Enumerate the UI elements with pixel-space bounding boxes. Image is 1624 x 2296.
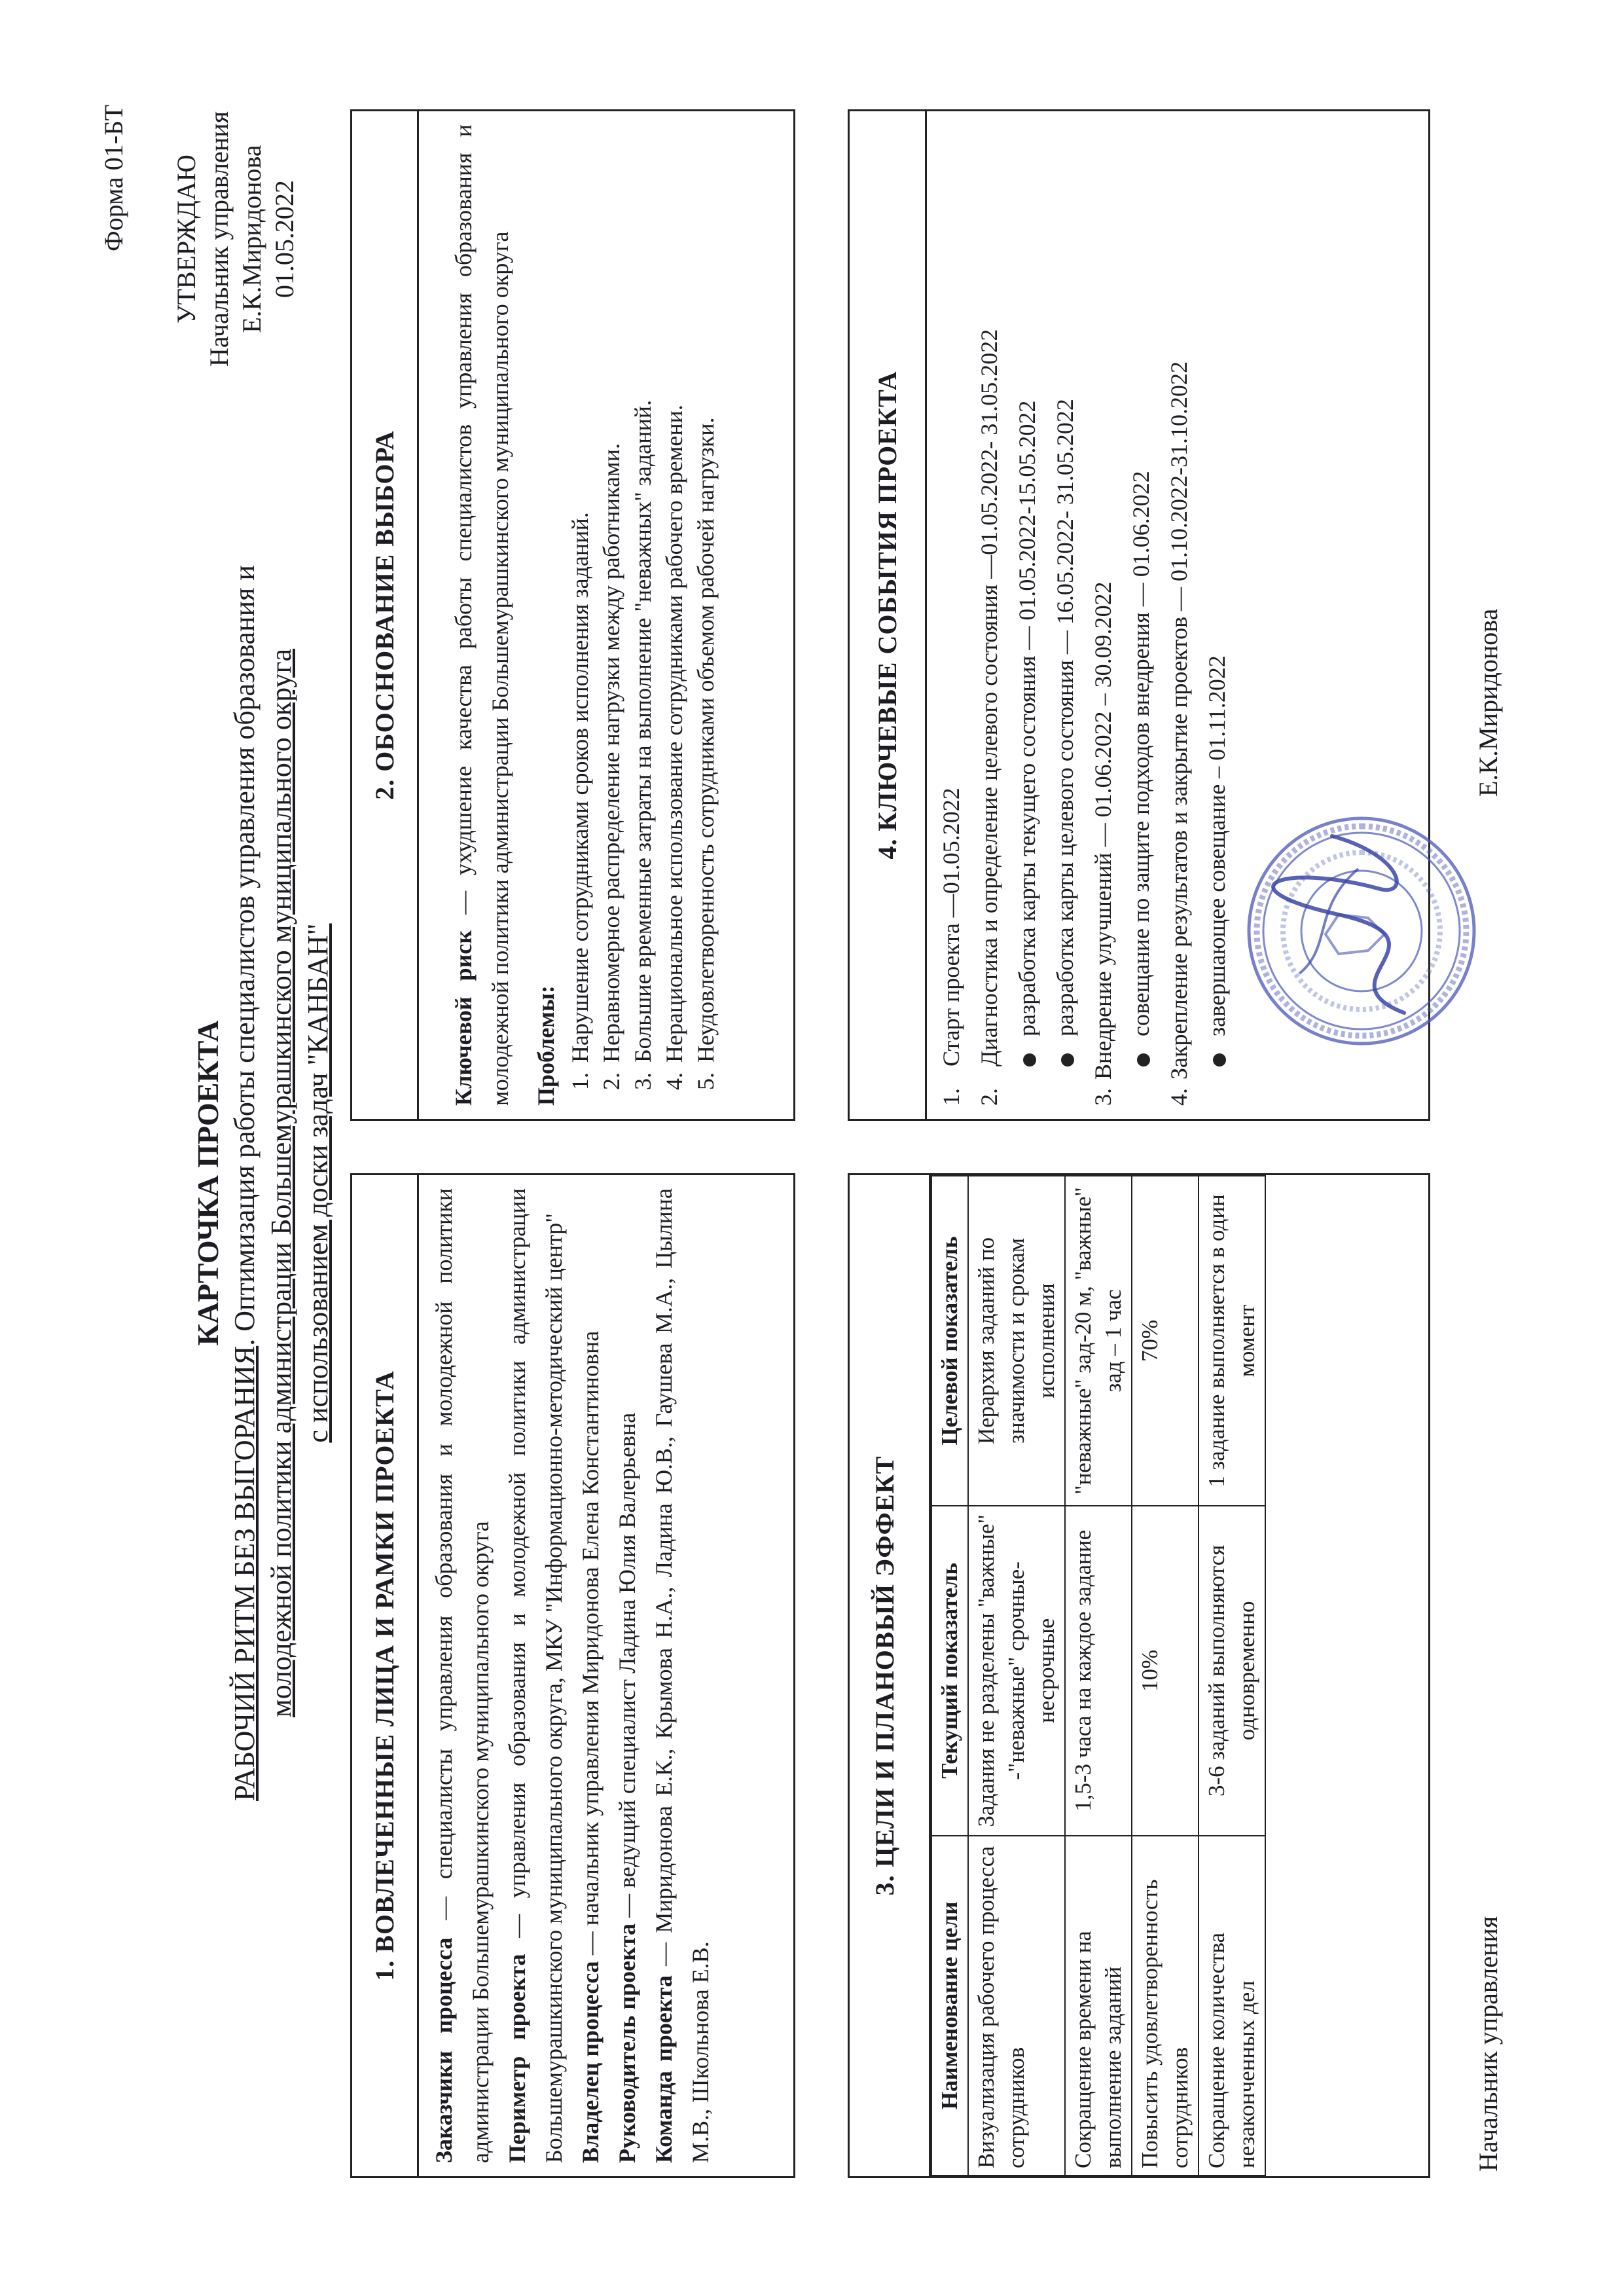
table-header-row [931, 1176, 968, 2176]
project-title-line1 [226, 266, 263, 2100]
event-text: совещание по защите подходов внедрения — 01.06.2022 [1128, 471, 1154, 1036]
section-body [419, 111, 728, 1119]
owner-label: Владелец процесса [577, 1961, 604, 2163]
goal-cell: Визуализация рабочего процесса сотрудников [968, 1836, 1065, 2176]
table-row [968, 1176, 1065, 2176]
signature-name: Е.К.Миридонова [1473, 608, 1503, 797]
team-text: — Миридонова Е.К., Крымова Н.А., Ладина Ю.В., Гаушева М.А., Цылина М.В., Школьнова Е.В. [651, 1188, 713, 2163]
approval-label: УТВЕРЖДАЮ [171, 155, 201, 323]
goal-cell: Сокращение количества незаконченных дел [1199, 1836, 1265, 2176]
section-body [927, 111, 1242, 1119]
target-cell: "неважные" зад-20 м, "важные" зад – 1 час [1065, 1176, 1132, 1506]
current-cell: Задания не разделены "важные" -"неважные" срочные-несрочные [968, 1506, 1065, 1836]
perimeter-line [499, 1188, 572, 2163]
goal-cell: Сокращение времени на выполнение заданий [1065, 1836, 1132, 2176]
event-subitem [1046, 124, 1084, 1106]
list-item: 5. Неудовлетворенность сотрудниками объемом рабочей нагрузки. [690, 124, 721, 1066]
leader-label: Руководитель проекта [614, 1923, 640, 2163]
customers-text: — специалисты управления образования и молодежной политики администрации Большемурашкинского муниципального округа [431, 1188, 494, 2163]
problems-label: Проблемы: [533, 985, 559, 1106]
perimeter-text: — управления образования и молодежной политики администрации Большемурашкинского муниципального округа, МКУ "Информационно-методический центр" [504, 1188, 567, 2163]
problems-list [564, 124, 721, 1106]
list-item: 1. Нарушение сотрудниками сроков исполнения заданий. [564, 124, 596, 1066]
leader-text: — ведущий специалист Ладина Юлия Валерьевна [614, 1412, 640, 1924]
owner-line [572, 1188, 609, 2163]
section-goals [848, 1173, 1430, 2178]
project-name: РАБОЧИЙ РИТМ БЕЗ ВЫГОРАНИЯ [228, 1345, 261, 1801]
team-line [645, 1188, 719, 2163]
section-body [419, 1175, 725, 2176]
list-item: 4. Нерациональное использование сотрудниками рабочего времени. [659, 124, 690, 1066]
table-row [1132, 1176, 1199, 2176]
current-cell: 10% [1132, 1506, 1199, 1836]
table-row [1065, 1176, 1132, 2176]
column-header: Текущий показатель [931, 1506, 968, 1836]
bullet-icon [1137, 1053, 1150, 1066]
target-cell: 1 задание выполняется в один момент [1199, 1176, 1265, 1506]
project-title-rest: . Оптимизация работы специалистов управления образования и [228, 565, 261, 1346]
column-header: Наименование цели [931, 1836, 968, 2176]
section-title: 2. ОБОСНОВАНИЕ ВЫБОРА [352, 111, 419, 1119]
event-number: 4. [1166, 1088, 1192, 1106]
document-title: КАРТОЧКА ПРОЕКТА [191, 1020, 225, 1346]
customers-line [425, 1188, 499, 2163]
perimeter-label: Периметр проекта [504, 1954, 530, 2163]
event-number: 1. [938, 1088, 964, 1106]
target-cell: 70% [1132, 1176, 1199, 1506]
event-text: завершающее совещание – 01.11.2022 [1204, 655, 1230, 1036]
risk-label: Ключевой риск [450, 930, 477, 1106]
target-cell: Иерархия заданий по значимости и срокам исполнения [968, 1176, 1065, 1506]
section-title: 3. ЦЕЛИ И ПЛАНОВЫЙ ЭФФЕКТ [850, 1175, 931, 2176]
owner-text: — начальник управления Миридонова Елена Константиновна [577, 1330, 604, 1961]
event-text: разработка карты целевого состояния — 16.05.2022- 31.05.2022 [1052, 399, 1078, 1036]
signature-position: Начальник управления [1473, 1916, 1503, 2172]
event-subitem [1122, 124, 1160, 1106]
event-text: Старт проекта —01.05.2022 [938, 788, 964, 1066]
event-text: Закрепление результатов и закрытие проектов — 01.10.2022-31.10.2022 [1166, 361, 1192, 1080]
bullet-icon [1023, 1053, 1036, 1066]
current-cell: 3-6 заданий выполняются одновременно [1199, 1506, 1265, 1836]
customers-label: Заказчики процесса [431, 1937, 457, 2163]
form-number: Форма 01-БТ [99, 105, 128, 251]
list-item: 3. Большие временные затраты на выполнение "неважных" заданий. [627, 124, 659, 1066]
column-header: Целевой показатель [931, 1176, 968, 1506]
event-text: Диагностика и определение целевого состояния —01.05.2022- 31.05.2022 [976, 329, 1002, 1066]
leader-line [609, 1188, 645, 2163]
approval-date: 01.05.2022 [270, 180, 299, 299]
event-subitem [1198, 124, 1236, 1106]
goals-table [931, 1175, 1266, 2176]
table-row [1199, 1176, 1265, 2176]
event-subitem [1008, 124, 1046, 1106]
event-number: 2. [976, 1088, 1002, 1106]
section-title: 1. ВОВЛЕЧЕННЫЕ ЛИЦА И РАМКИ ПРОЕКТА [352, 1175, 419, 2176]
approval-position: Начальник управления [204, 111, 234, 367]
document-header [190, 266, 336, 2100]
event-item [932, 124, 970, 1106]
bullet-icon [1061, 1053, 1074, 1066]
event-item [1160, 124, 1198, 1106]
goal-cell: Повысить удовлетворенность сотрудников [1132, 1836, 1199, 2176]
risk-line [445, 124, 518, 1106]
risk-text: — ухудшение качества работы специалистов управления образования и молодежной политики администрации Большемурашкинского муниципального округа [450, 124, 513, 1106]
event-item [1084, 124, 1122, 1106]
section-justification [350, 109, 795, 1121]
project-title-line3: с использованием доски задач "КАНБАН" [302, 923, 334, 1443]
team-label: Команда проекта [651, 1975, 677, 2163]
bullet-icon [1213, 1053, 1226, 1066]
event-item [970, 124, 1008, 1106]
current-cell: 1,5-3 часа на каждое задание [1065, 1506, 1132, 1836]
section-title: 4. КЛЮЧЕВЫЕ СОБЫТИЯ ПРОЕКТА [850, 111, 927, 1119]
event-number: 3. [1090, 1088, 1116, 1106]
event-text: Внедрение улучшений — 01.06.2022 – 30.09.2022 [1090, 581, 1116, 1080]
approval-name: Е.К.Миридонова [237, 145, 266, 333]
project-title-line2: молодежной политики администрации Большемурашкинского муниципального округа [265, 648, 297, 1718]
list-item: 2. Неравномерное распределение нагрузки между работниками. [596, 124, 627, 1066]
event-text: разработка карты текущего состояния — 01.05.2022-15.05.2022 [1014, 400, 1040, 1036]
section-stakeholders [350, 1173, 795, 2178]
official-stamp [1240, 810, 1483, 1052]
